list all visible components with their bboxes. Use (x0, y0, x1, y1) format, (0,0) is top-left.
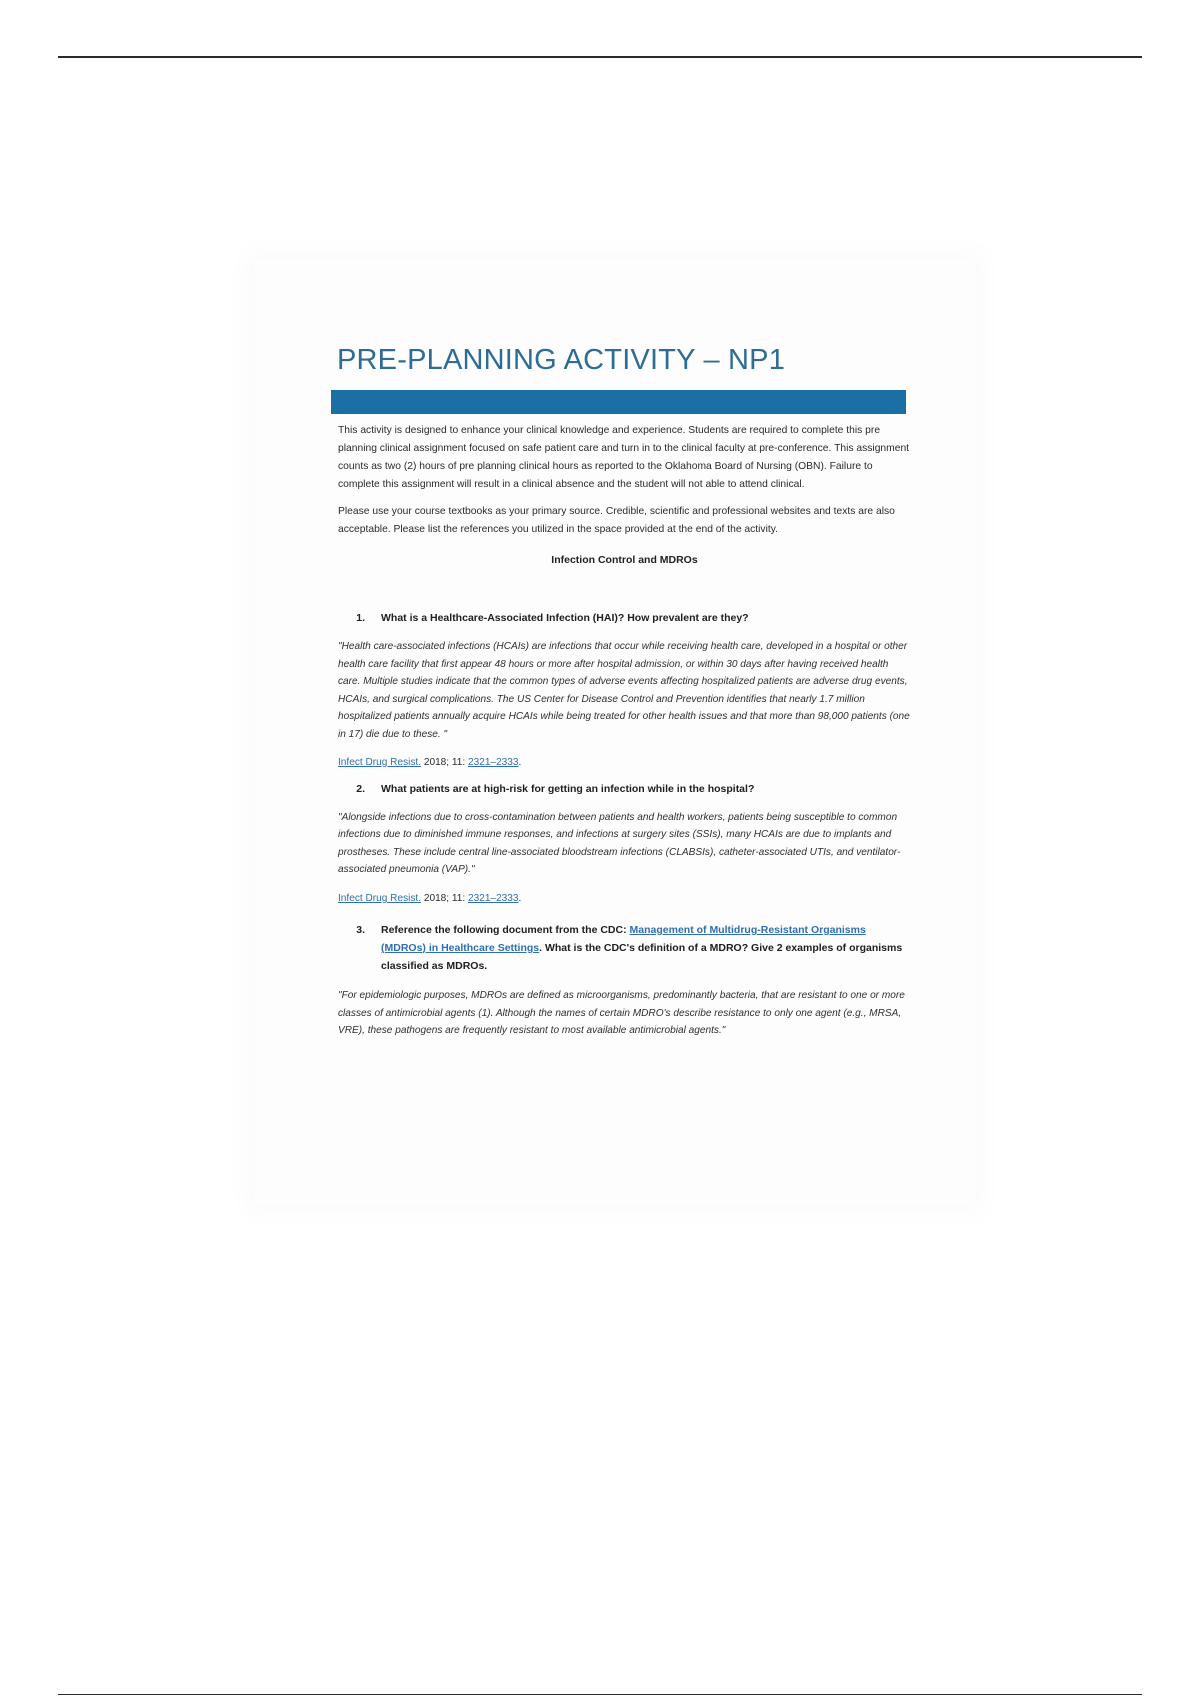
citation-journal-link[interactable]: Infect Drug Resist. (338, 756, 422, 768)
citation-details: 2018; 11: (421, 756, 468, 768)
question-text (381, 921, 912, 975)
citation-2 (337, 890, 912, 908)
top-rule (58, 56, 1142, 58)
cdc-document-link[interactable]: Management of Multidrug-Resistant Organisms (MDROs) in Healthcare Settings (381, 923, 866, 954)
document-content (337, 340, 912, 1040)
citation-pages-link[interactable]: 2321–2333 (468, 756, 519, 768)
question-text: What is a Healthcare-Associated Infection (HAI)? How prevalent are they? (381, 612, 749, 624)
question-3 (337, 921, 912, 975)
question-text-before: Reference the following document from the CDC: (381, 923, 630, 936)
section-heading: Infection Control and MDROs (551, 554, 698, 566)
bottom-rule (58, 1694, 1142, 1695)
document-page (255, 260, 975, 1205)
question-text-after: . What is the CDC's definition of a MDRO? Give 2 examples of organisms classified as MDROs. (381, 941, 903, 972)
citation-1 (337, 754, 912, 772)
question-number: 3. (356, 923, 365, 936)
question-text: What patients are at high-risk for getting an infection while in the hospital? (381, 782, 755, 795)
answer-1: "Health care-associated infections (HCAIs) are infections that occur while receiving health care, developed in a hospital or other health care facility that first appear 48 hours or more after hospital admission, or within 30 days after having received health care. Multiple studies indicate that the common types of adverse events affecting hospitalized patients are adverse drug events, HCAIs, and surgical complications. The US Center for Disease Control and Prevention identifies that nearly 1.7 million hospitalized patients annually acquire HCAIs while being treated for other health issues and that more than 98,000 patients (one in 17) die due to these. " (338, 641, 910, 740)
answer-3: "For epidemiologic purposes, MDROs are defined as microorganisms, predominantly bacteria, that are resistant to one or more classes of antimicrobial agents (1). Although the names of certain MDRO's describe resistance to only one agent (e.g., MRSA, VRE), these pathogens are frequently resistant to most available antimicrobial agents." (338, 989, 905, 1037)
title-bar (331, 390, 906, 414)
citation-details: 2018; 11: (421, 892, 468, 904)
citation-pages-link[interactable]: 2321–2333 (468, 892, 519, 904)
question-number: 2. (356, 782, 365, 795)
question-number: 1. (356, 612, 365, 624)
question-1 (337, 609, 912, 627)
intro-paragraph-2: Please use your course textbooks as your primary source. Credible, scientific and professional websites and texts are also acceptable. Please list the references you utilized in the space provided at the end of the activity. (338, 506, 895, 535)
question-2 (337, 780, 912, 798)
page-title: PRE-PLANNING ACTIVITY – NP1 (337, 344, 786, 376)
intro-paragraph-1: This activity is designed to enhance your clinical knowledge and experience. Students are required to complete this pre planning clinical assignment focused on safe patient care and turn in to the clinical faculty at pre-conference. This assignment counts as two (2) hours of pre planning clinical hours as reported to the Oklahoma Board of Nursing (OBN). Failure to complete this assignment will result in a clinical absence and the student will not able to attend clinical. (338, 425, 910, 490)
citation-end: . (518, 892, 522, 904)
citation-end: . (518, 756, 522, 768)
answer-2: "Alongside infections due to cross-contamination between patients and health workers, patients being susceptible to common infections due to diminished immune responses, and infections at surgery sites (SSIs), many HCAIs are due to implants and prostheses. These include central line-associated bloodstream infections (CLABSIs), catheter-associated UTIs, and ventilator-associated pneumonia (VAP)." (338, 811, 901, 876)
citation-journal-link[interactable]: Infect Drug Resist. (338, 892, 422, 904)
